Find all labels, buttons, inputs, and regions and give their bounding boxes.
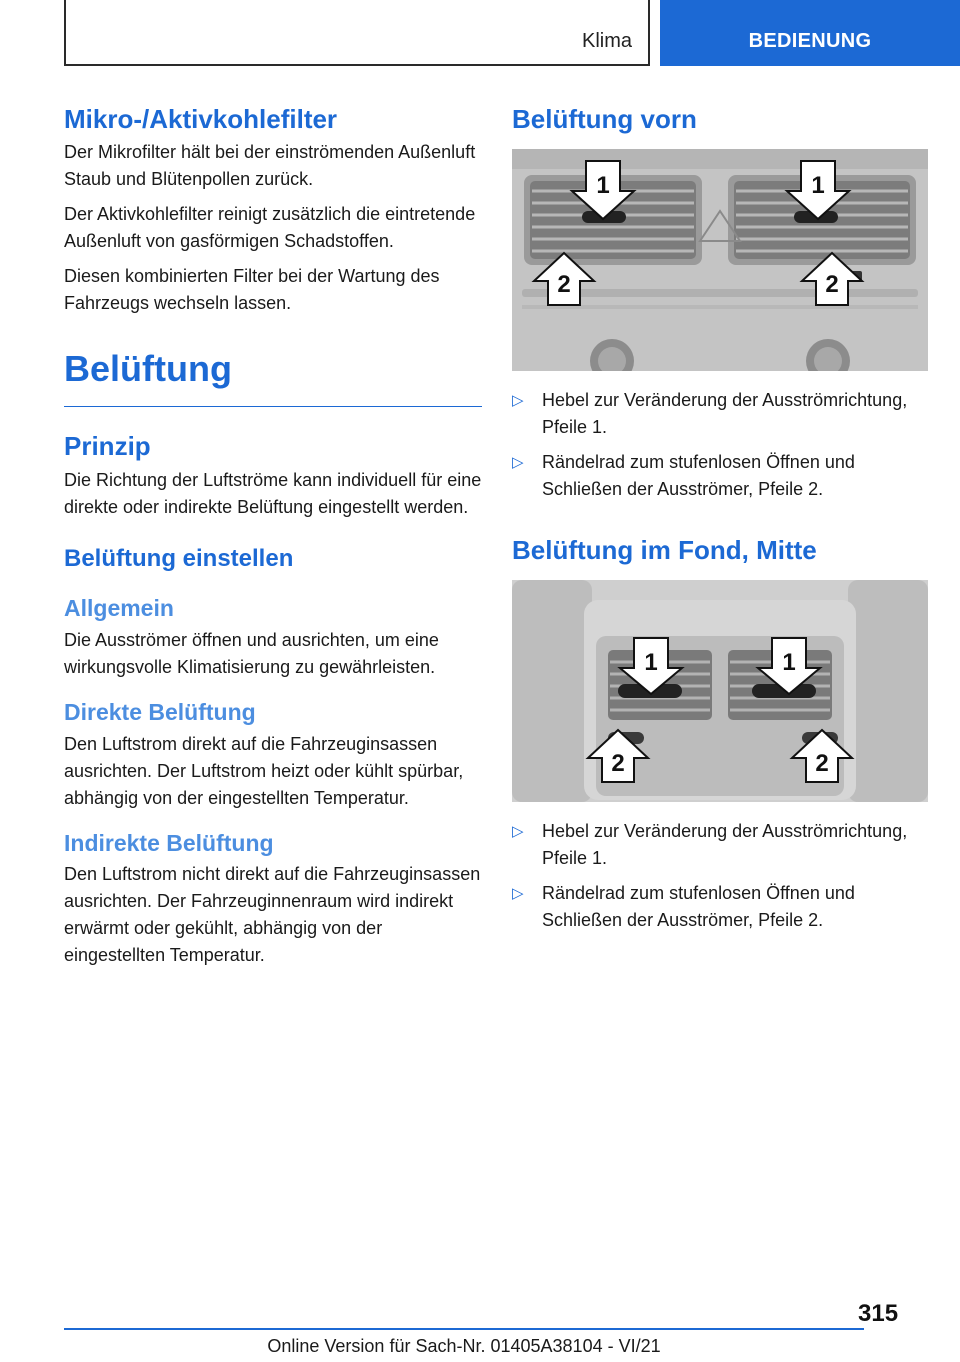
einstellen-heading: Belüftung einstellen [64, 544, 294, 572]
right-column [512, 96, 928, 934]
page-number: 315 [858, 1300, 899, 1327]
triangle-right-outline-icon: ▷ [512, 454, 524, 472]
filter-paragraph-2: Der Aktivkohlefilter reinigt zusätzlich die eintretende Außenluft von gasförmigen Schadstoffen. [64, 204, 476, 252]
indirekt-heading: Indirekte Belüftung [64, 829, 274, 856]
vorn-heading: Belüftung vorn [512, 104, 697, 134]
fond-bullet-item-2 [512, 880, 928, 934]
rear-arrow-2-right-label: 2 [815, 750, 829, 778]
front-arrow-1-right-label: 1 [811, 172, 825, 200]
vorn-bullet-item-2 [512, 449, 928, 503]
allgemein-heading: Allgemein [64, 595, 174, 622]
filter-heading: Mikro-/Aktivkohlefilter [64, 104, 338, 134]
triangle-right-outline-icon: ▷ [512, 885, 524, 903]
rear-arrow-1-right-label: 1 [782, 649, 796, 677]
triangle-right-outline-icon: ▷ [512, 823, 524, 841]
filter-paragraph-3: Diesen kombinierten Filter bei der Wartung des Fahrzeugs wechseln lassen. [64, 266, 440, 314]
footer-divider [64, 1328, 864, 1330]
header-chapter-tab [660, 0, 960, 66]
direkt-paragraph: Den Luftstrom direkt auf die Fahrzeuginsassen ausrichten. Der Luftstrom heizt oder kühlt spürbar, abhängig von der eingestellten Temperatur. [64, 733, 464, 808]
header-section-label: Klima [581, 30, 632, 52]
chapter-divider [64, 406, 482, 407]
allgemein-paragraph: Die Ausströmer öffnen und ausrichten, um eine wirkungsvolle Klimatisierung zu gewährleisten. [64, 629, 439, 677]
prinzip-paragraph: Die Richtung der Luftströme kann individuell für eine direkte oder indirekte Belüftung eingestellt werden. [64, 469, 482, 517]
vorn-bullet-list [512, 387, 928, 503]
prinzip-heading: Prinzip [64, 431, 151, 462]
front-vents-image [512, 149, 928, 371]
front-arrow-1-left-label: 1 [596, 172, 610, 200]
fond-bullet-list [512, 818, 928, 934]
online-version-footer: Online Version für Sach-Nr. 01405A38104 - VI/21 [267, 1336, 661, 1356]
indirekt-paragraph: Den Luftstrom nicht direkt auf die Fahrzeuginsassen ausrichten. Der Fahrzeuginnenraum wird indirekt erwärmt oder gekühlt, abhängig von der eingestellten Temperatur. [64, 864, 481, 966]
direkt-heading: Direkte Belüftung [64, 698, 256, 725]
front-arrow-2-right-label: 2 [825, 271, 839, 299]
fond-bullet-item-1 [512, 818, 928, 872]
rear-vents-image [512, 580, 928, 802]
fond-heading: Belüftung im Fond, Mitte [512, 535, 817, 566]
vorn-bullet-item-1 [512, 387, 928, 441]
fond-bullet-text-2: Rändelrad zum stufenlosen Öffnen und Schließen der Ausströmer, Pfeile 2. [542, 883, 855, 931]
rear-arrow-1-left-label: 1 [644, 649, 658, 677]
fond-bullet-text-1: Hebel zur Veränderung der Ausströmrichtung, Pfeile 1. [542, 821, 908, 869]
vorn-bullet-text-1: Hebel zur Veränderung der Ausströmrichtung, Pfeile 1. [542, 390, 908, 438]
left-column [64, 96, 482, 969]
triangle-right-outline-icon: ▷ [512, 392, 524, 410]
vorn-bullet-text-2: Rändelrad zum stufenlosen Öffnen und Schließen der Ausströmer, Pfeile 2. [542, 452, 855, 500]
filter-paragraph-1: Der Mikrofilter hält bei der einströmenden Außenluft Staub und Blütenpollen zurück. [64, 142, 476, 190]
header-section-box [64, 0, 650, 66]
chapter-heading: Belüftung [64, 348, 232, 390]
header-chapter-label: BEDIENUNG [748, 30, 872, 52]
rear-arrow-2-left-label: 2 [611, 750, 625, 778]
front-arrow-2-left-label: 2 [557, 271, 571, 299]
